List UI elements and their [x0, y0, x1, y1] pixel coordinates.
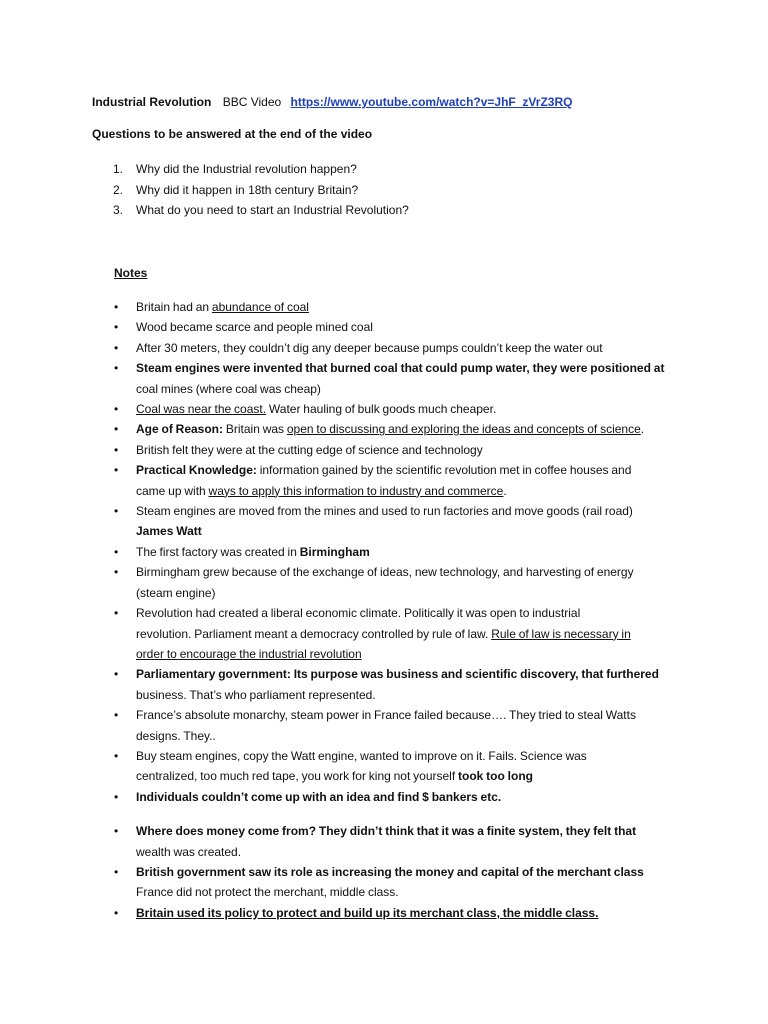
bullet-marker: •: [114, 463, 119, 478]
note-line: [136, 862, 692, 882]
note-text: revolution. Parliament meant a democracy controlled by rule of law.: [136, 626, 492, 641]
note-line: [136, 317, 692, 337]
bullet-marker: •: [114, 361, 119, 376]
note-text: After 30 meters, they couldn’t dig any deeper because pumps couldn’t keep the water out: [136, 340, 603, 355]
note-line: [136, 664, 692, 684]
note-item: [92, 338, 692, 358]
note-item: [92, 460, 692, 501]
note-text: Buy steam engines, copy the Watt engine, wanted to improve on it. Fails. Science was: [136, 748, 587, 763]
questions-list: [92, 159, 712, 221]
note-line: [136, 766, 692, 786]
bullet-marker: •: [114, 905, 119, 920]
note-item: [92, 821, 692, 862]
note-line: [136, 481, 692, 501]
note-text: information gained by the scientific revolution met in coffee houses and: [256, 463, 632, 478]
note-line: [136, 726, 692, 746]
note-line: [136, 787, 692, 807]
note-line: [136, 440, 692, 460]
note-item: [92, 419, 692, 439]
note-text: Britain was: [223, 422, 287, 437]
note-text: British government saw its role as increasing the money and capital of the merchant class: [136, 864, 644, 879]
document-header: [92, 94, 572, 110]
note-text: The first factory was created in: [136, 544, 300, 559]
note-item: [92, 787, 692, 807]
note-text: British felt they were at the cutting edge of science and technology: [136, 442, 483, 457]
note-item: [92, 664, 692, 705]
bullet-marker: •: [114, 340, 119, 355]
note-line: [136, 903, 692, 923]
note-text: .: [640, 422, 645, 437]
underlined-text: Britain used its policy to protect and build up its merchant class, the middle class.: [136, 905, 599, 920]
note-text: centralized, too much red tape, you work for king not yourself: [136, 769, 458, 784]
bullet-marker: •: [114, 300, 119, 314]
note-text: Steam engines are moved from the mines and used to run factories and move goods (rail road): [136, 504, 633, 519]
note-line: [136, 705, 692, 725]
bullet-marker: •: [114, 565, 119, 580]
note-item: [92, 542, 692, 562]
note-text: Revolution had created a liberal economic climate. Politically it was open to industrial: [136, 606, 581, 621]
note-item: [92, 746, 692, 787]
note-line: [136, 419, 692, 439]
note-text: France’s absolute monarchy, steam power in France failed because…. They tried to steal Watts: [136, 708, 636, 723]
bullet-marker: •: [114, 606, 119, 621]
bullet-marker: •: [114, 824, 119, 839]
note-line: [136, 460, 692, 480]
note-text: Steam engines were invented that burned coal that could pump water, they were positioned at: [136, 361, 665, 376]
note-line: [136, 821, 692, 841]
note-text: Age of Reason:: [136, 422, 224, 437]
note-item: [92, 603, 692, 664]
bullet-marker: •: [114, 789, 119, 804]
note-item: [92, 562, 692, 603]
question-number: 2.: [113, 182, 124, 197]
note-item: [92, 440, 692, 460]
note-text: James Watt: [136, 524, 202, 539]
underlined-text: order to encourage the industrial revolution: [136, 646, 362, 661]
note-line: [136, 746, 692, 766]
note-item: [92, 501, 692, 542]
bullet-marker: •: [114, 748, 119, 763]
note-line: [136, 399, 692, 419]
note-text: France did not protect the merchant, middle class.: [136, 885, 399, 900]
note-text: Birmingham: [299, 544, 370, 559]
note-text: business. That’s who parliament represented.: [136, 687, 376, 702]
underlined-text: Coal was near the coast.: [136, 402, 267, 417]
notes-list: [92, 297, 692, 923]
note-line: [136, 358, 692, 378]
bullet-marker: •: [114, 504, 119, 519]
note-text: coal mines (where coal was cheap): [136, 381, 321, 396]
question-item: [92, 159, 712, 180]
note-text: Parliamentary government: Its purpose was business and scientific discovery, that furthered: [136, 667, 659, 682]
question-text: Why did the Industrial revolution happen?: [136, 162, 357, 176]
note-text: Practical Knowledge:: [136, 463, 257, 478]
note-text: Britain had an: [136, 300, 212, 314]
note-line: [136, 644, 692, 664]
note-line: [136, 583, 692, 603]
note-line: [136, 542, 692, 562]
bullet-marker: •: [114, 667, 119, 682]
question-text: What do you need to start an Industrial Revolution?: [136, 203, 409, 217]
note-line: [136, 501, 692, 521]
note-text: took too long: [458, 769, 533, 784]
note-line: [136, 297, 692, 317]
underlined-text: ways to apply this information to industry and commerce: [208, 483, 504, 498]
bullet-marker: •: [114, 442, 119, 457]
note-text: Individuals couldn’t come up with an idea and find $ bankers etc.: [136, 789, 502, 804]
note-item: [92, 705, 692, 746]
question-item: [92, 180, 712, 201]
question-number: 1.: [113, 162, 124, 176]
note-line: [136, 521, 692, 541]
note-line: [136, 338, 692, 358]
document-title: Industrial Revolution: [92, 95, 212, 109]
note-text: Wood became scarce and people mined coal: [136, 320, 373, 335]
underlined-text: Rule of law is necessary in: [491, 626, 631, 641]
note-text: Water hauling of bulk goods much cheaper.: [266, 402, 497, 417]
note-text: Where does money come from? They didn’t think that it was a finite system, they felt that: [136, 824, 637, 839]
bullet-marker: •: [114, 864, 119, 879]
note-line: [136, 685, 692, 705]
note-text: (steam engine): [136, 585, 216, 600]
note-line: [136, 603, 692, 623]
bullet-marker: •: [114, 320, 119, 335]
bullet-marker: •: [114, 422, 119, 437]
underlined-text: abundance of coal: [211, 300, 309, 314]
note-text: came up with: [136, 483, 209, 498]
note-item: [92, 358, 692, 399]
bullet-marker: •: [114, 402, 119, 417]
question-item: [92, 200, 712, 221]
question-text: Why did it happen in 18th century Britain?: [136, 182, 359, 197]
note-line: [136, 379, 692, 399]
note-item: [92, 903, 692, 923]
bullet-marker: •: [114, 544, 119, 559]
video-source: BBC Video: [222, 95, 282, 109]
questions-intro: Questions to be answered at the end of the video: [92, 127, 373, 141]
note-text: .: [503, 483, 507, 498]
note-line: [136, 882, 692, 902]
note-item: [92, 317, 692, 337]
note-text: wealth was created.: [136, 844, 242, 859]
note-text: Birmingham grew because of the exchange of ideas, new technology, and harvesting of energy: [136, 565, 634, 580]
video-link[interactable]: https://www.youtube.com/watch?v=JhF_zVrZ3RQ: [290, 95, 573, 109]
bullet-marker: •: [114, 708, 119, 723]
note-line: [136, 842, 692, 862]
notes-heading: Notes: [114, 266, 148, 280]
note-line: [136, 562, 692, 582]
note-line: [136, 624, 692, 644]
note-item: [92, 297, 692, 317]
note-item: [92, 399, 692, 419]
question-number: 3.: [113, 203, 124, 217]
note-item: [92, 862, 692, 903]
note-text: designs. They..: [136, 728, 216, 743]
underlined-text: open to discussing and exploring the ideas and concepts of science: [286, 422, 641, 437]
